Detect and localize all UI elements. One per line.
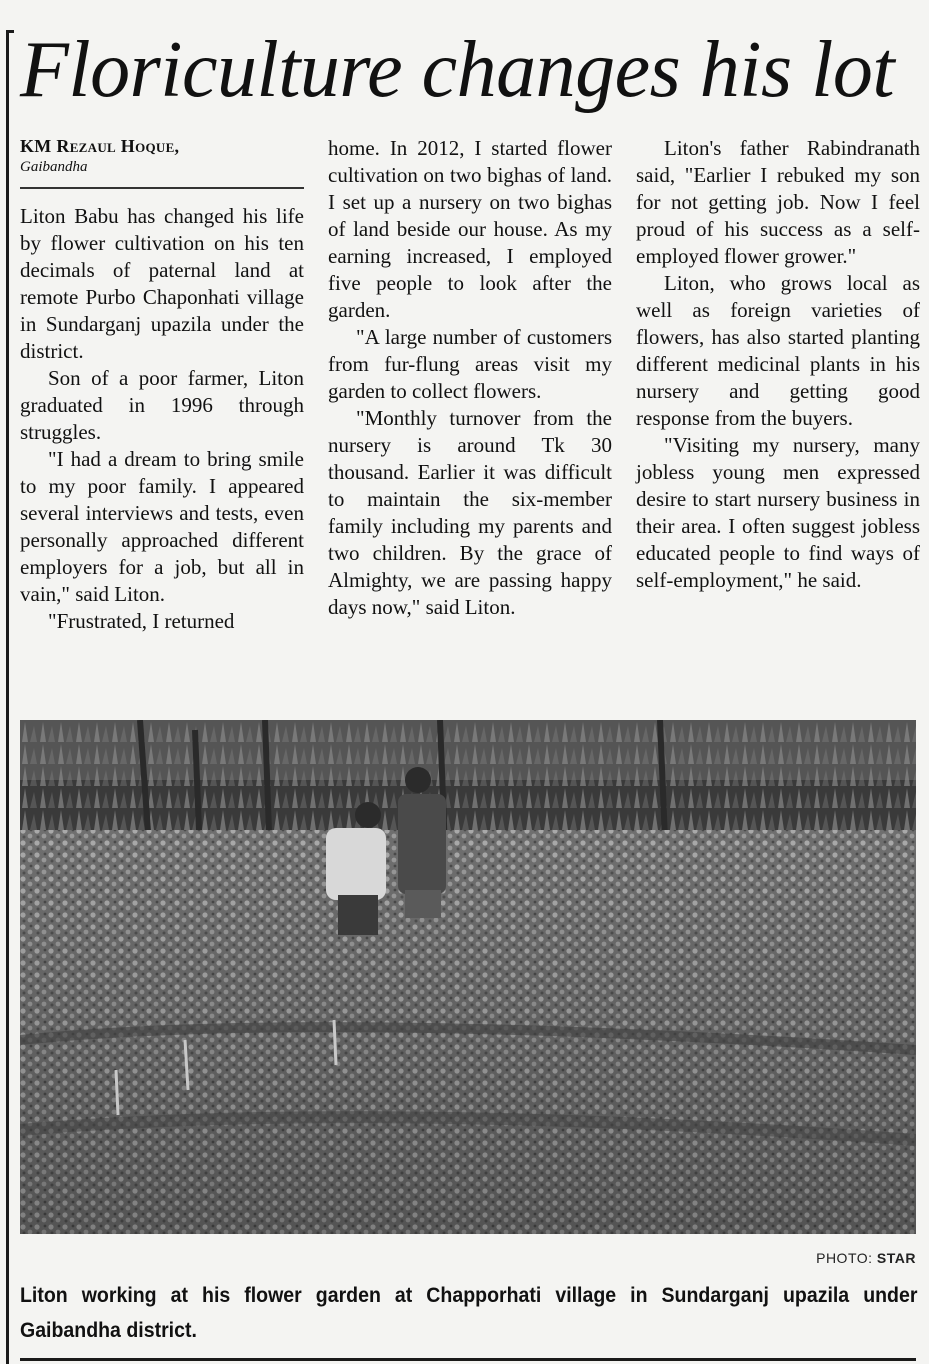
paragraph-4-start: "Frustrated, I returned [48, 609, 235, 633]
photo-credit-source: STAR [876, 1250, 916, 1266]
flower-garden-photo [20, 720, 916, 1234]
photo-credit [816, 1250, 916, 1266]
paragraph-7: Liton's father Rabindranath said, "Earlier I rebuked my son for not getting job. Now I feel proud of his success as a self-employed flower grower." [636, 136, 920, 268]
bottom-rule [20, 1358, 916, 1361]
article-column-3 [636, 135, 920, 594]
paragraph-3: "I had a dream to bring smile to my poor family. I appeared several interviews and tests, even personally approached different employers for a job, but all in vain," said Liton. [20, 447, 304, 606]
dateline: Gaibandha [20, 159, 88, 175]
paragraph-5: "A large number of customers from fur-flung areas visit my garden to collect flowers. [328, 325, 612, 403]
byline: KM Rezaul Hoque, [20, 136, 180, 156]
article-column-2 [328, 135, 612, 621]
paragraph-6: "Monthly turnover from the nursery is around Tk 30 thousand. Earlier it was difficult to maintain the six-member family including my parents and two children. By the grace of Almighty, we are passing happy days now," said Liton. [328, 406, 612, 619]
left-border-rule [6, 30, 9, 1364]
paragraph-9: "Visiting my nursery, many jobless young men expressed desire to start nursery business in their area. I often suggest jobless educated people to find ways of self-employment," he said. [636, 433, 920, 592]
paragraph-1: Liton Babu has changed his life by flower cultivation on his ten decimals of paternal land at remote Purbo Chaponhati village in Sundarganj upazila under the district. [20, 204, 304, 363]
byline-rule [20, 187, 304, 189]
top-border-tick [6, 30, 14, 33]
paragraph-4-continued: home. In 2012, I started flower cultivation on two bighas of land. I set up a nursery on two bighas of land beside our house. As my earning increased, I employed five people to look after the garden. [328, 136, 612, 322]
paragraph-2: Son of a poor farmer, Liton graduated in 1996 through struggles. [20, 366, 304, 444]
article-column-1 [20, 135, 304, 635]
photo-caption: Liton working at his flower garden at Chapporhati village in Sundarganj upazila under Gaibandha district. [20, 1284, 918, 1342]
photo-credit-label: PHOTO: [816, 1250, 873, 1266]
paragraph-8: Liton, who grows local as well as foreign varieties of flowers, has also started planting different medicinal plants in his nursery and getting good response from the buyers. [636, 271, 920, 430]
photo-illustration [20, 720, 916, 1234]
headline: Floriculture changes his lot [20, 26, 895, 114]
